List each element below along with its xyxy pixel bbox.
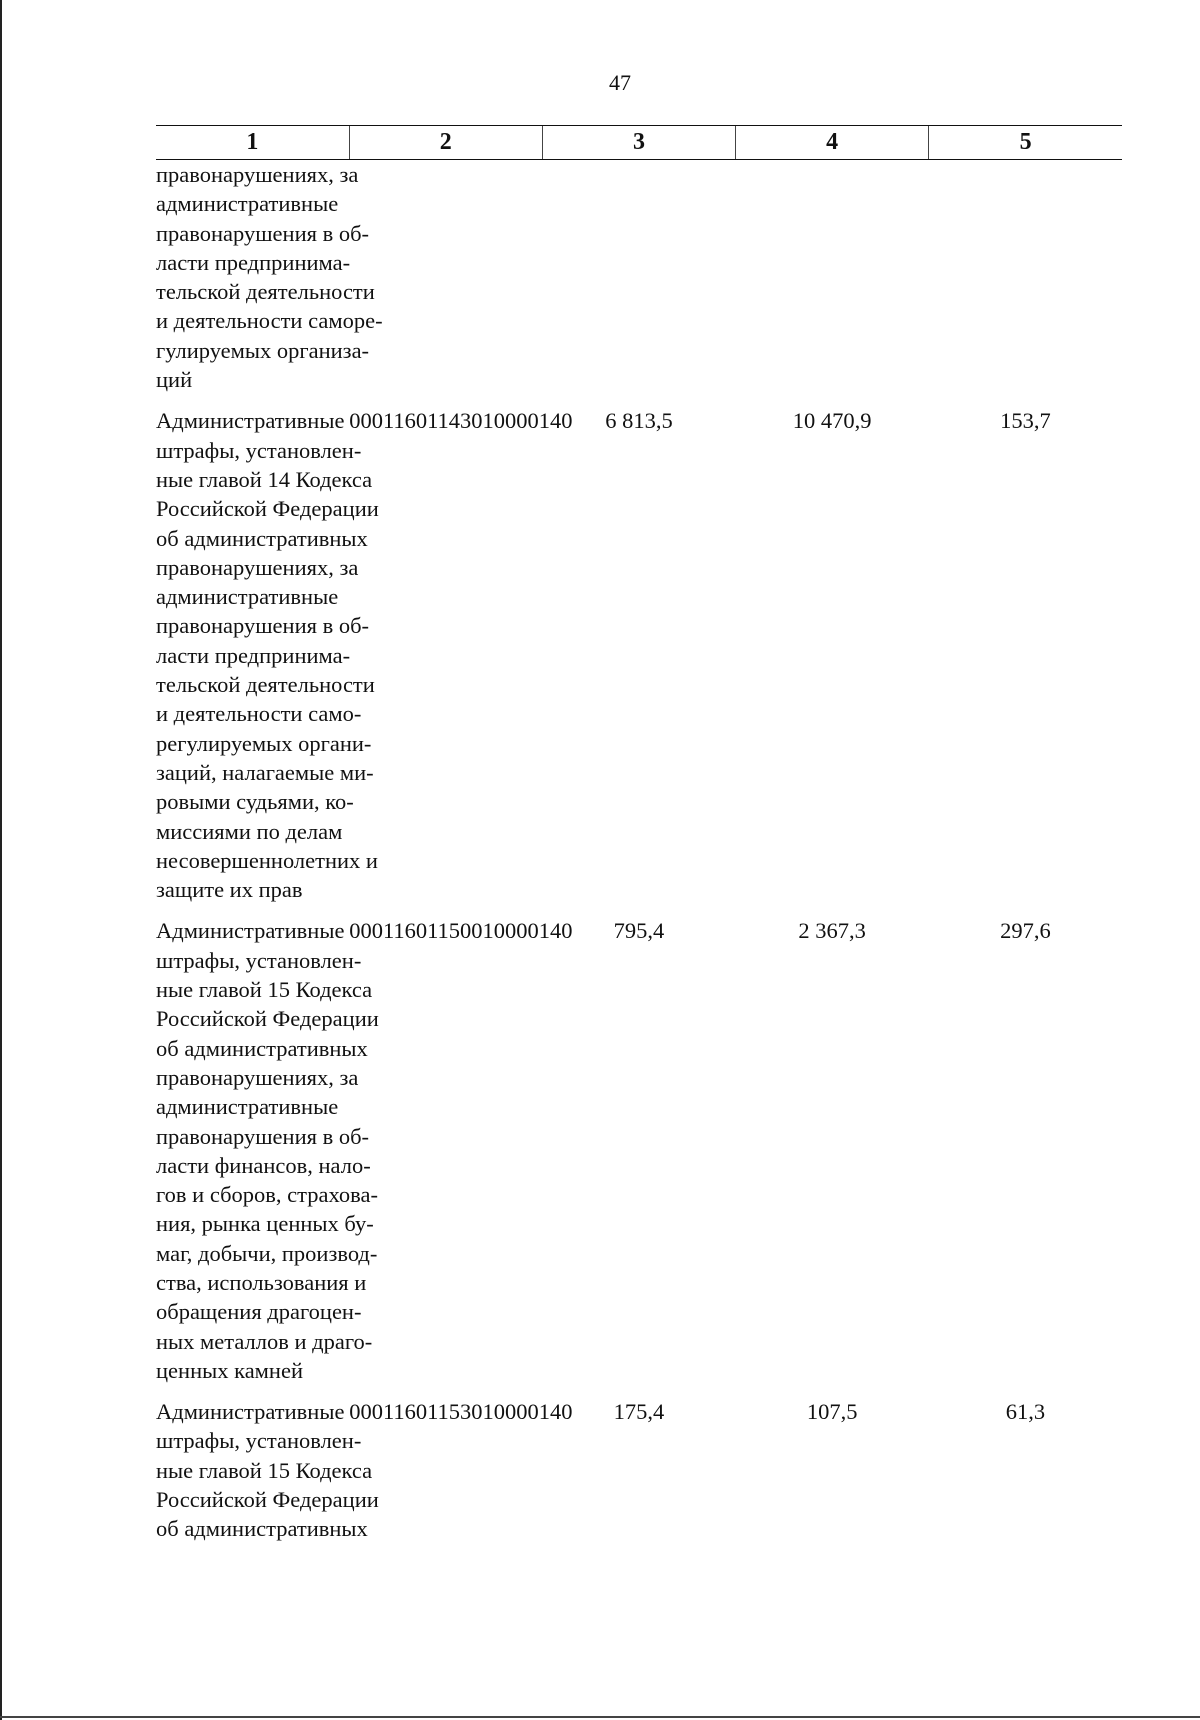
cell-description xyxy=(156,406,379,904)
table-header-row xyxy=(156,126,1122,160)
cell-code: 00011601153010000140 xyxy=(349,1399,573,1425)
cell-value-5 xyxy=(929,160,1122,395)
row-spacer xyxy=(156,394,1122,406)
cell-value-4: 10 470,9 xyxy=(792,408,872,434)
description-text: правонарушениях, за административные правонарушения в об- ласти предпринима- тельской деятельности и деятельности саморе- гулируемых организа- ций xyxy=(156,162,383,393)
description-text: Административные штрафы, установлен- ные главой 14 Кодекса Российской Федерации об административных правонарушениях, за административные правонарушения в об- ласти предпринима- тельской деятельности и деятельности само- регулируемых органи- заций, налагаемые ми- ровыми судьями, ко- миссиями по делам несовершеннолетних и защите их прав xyxy=(156,408,379,903)
cell-description xyxy=(156,160,383,395)
spacer-cell xyxy=(156,904,1122,916)
budget-table xyxy=(156,125,1122,1544)
cell-code: 00011601150010000140 xyxy=(349,918,573,944)
row-spacer xyxy=(156,904,1122,916)
page-number: 47 xyxy=(609,70,631,95)
cell-value-5: 297,6 xyxy=(1000,918,1051,944)
table-row xyxy=(156,916,1122,1385)
table-row xyxy=(156,406,1122,904)
cell-value-4: 107,5 xyxy=(806,1399,858,1425)
cell-value-5: 61,3 xyxy=(1005,1399,1046,1425)
row-spacer xyxy=(156,1385,1122,1397)
cell-value-5: 153,7 xyxy=(1000,408,1051,434)
spacer-cell xyxy=(156,394,1122,406)
cell-description xyxy=(156,1397,379,1543)
cell-value-4: 2 367,3 xyxy=(798,918,866,944)
cell-code: 00011601143010000140 xyxy=(349,408,573,434)
description-text: Административные штрафы, установлен- ные главой 15 Кодекса Российской Федерации об административных правонарушениях, за административные правонарушения в об- ласти финансов, нало- гов и сборов, страхова- ния, рынка ценных бу- маг, добычи, производ- ства, использования и обращения драгоцен- ных металлов и драго- ценных камней xyxy=(156,918,379,1383)
column-header-4: 4 xyxy=(736,126,929,160)
cell-value-3: 795,4 xyxy=(613,918,665,944)
column-header-3: 3 xyxy=(542,126,735,160)
cell-code xyxy=(349,160,542,395)
cell-description xyxy=(156,916,379,1385)
cell-value-3: 6 813,5 xyxy=(605,408,673,434)
cell-value-3 xyxy=(542,160,735,395)
column-header-2: 2 xyxy=(349,126,542,160)
column-header-5: 5 xyxy=(929,126,1122,160)
table-row xyxy=(156,160,1122,395)
description-text: Административные штрафы, установлен- ные главой 15 Кодекса Российской Федерации об административных xyxy=(156,1399,379,1542)
column-header-1: 1 xyxy=(156,126,349,160)
table-row xyxy=(156,1397,1122,1543)
cell-value-4 xyxy=(736,160,929,395)
cell-value-3: 175,4 xyxy=(613,1399,665,1425)
spacer-cell xyxy=(156,1385,1122,1397)
scan-frame-left-edge xyxy=(0,0,2,1720)
scan-frame-bottom-edge xyxy=(0,1716,1200,1718)
